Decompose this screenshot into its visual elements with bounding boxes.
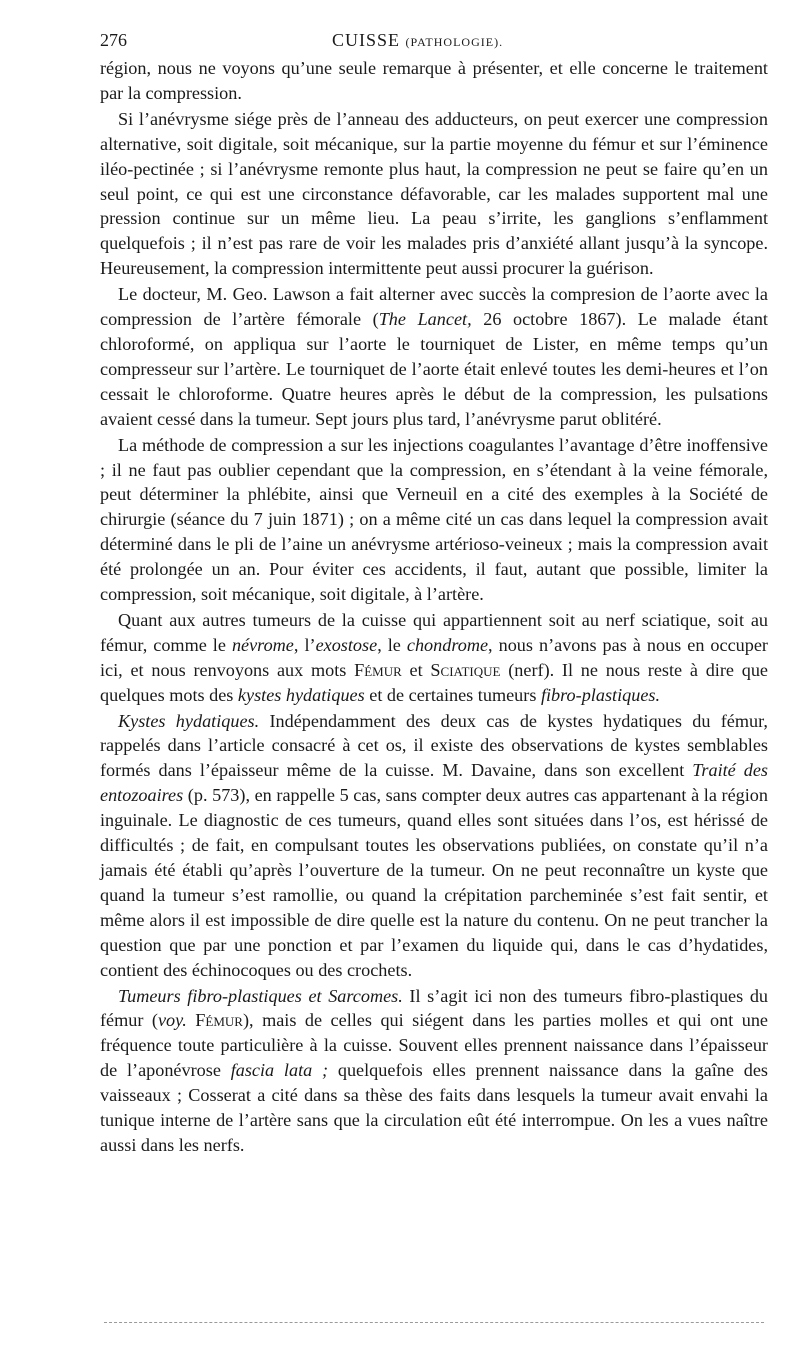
term-voy: voy.	[157, 1010, 187, 1031]
body-text	[100, 56, 768, 1158]
text-run: (nerf). Il ne nous reste à dire que quelques mots des	[100, 659, 768, 705]
text-run: , nous n’avons pas à nous en occuper ici, et nous renvoyons aux mots	[100, 634, 768, 680]
section-heading-tumeurs: Tumeurs fibro-plastiques et Sarcomes.	[118, 985, 403, 1006]
paragraph-lawson	[100, 282, 768, 431]
text-run: 26 octobre 1867). Le malade étant chloroformé, on appliqua sur l’aorte le tourniquet de Lister, en même temps qu’un compresseur sur l’artère. Le tourniquet de l’aorte était enlevé toutes les demi-heures et l’on cessait le chloroforme. Quatre heures après le début de la compression, les pulsations avaient cessé dans la tumeur. Sept jours plus tard, l’anévrysme parut oblitéré.	[100, 309, 768, 429]
text-run: quelquefois elles prennent naissance dans la gaîne des vaisseaux ; Cosserat a cité dans sa thèse des faits dans lesquels la tumeur avait envahi la tunique interne de l’artère sans que la circulation eût été interrompue. On les a vues naître aussi dans les nerfs.	[100, 1060, 769, 1155]
paragraph-tumeurs-sarcomes	[100, 984, 768, 1158]
running-title-main: CUISSE	[332, 30, 401, 50]
term-fascia-lata: fascia lata ;	[230, 1060, 329, 1081]
text-run: Le docteur, M. Geo. Lawson a fait alterner avec succès la compresion de l’aorte avec la compression de l’artère fémorale (	[100, 284, 768, 330]
text-run: (p. 573), en rappelle 5 cas, sans compter deux autres cas appartenant à la région inguinale. Le diagnostic de ces tumeurs, quand elles sont situées dans l’os, est hérissé de difficultés ; de fait, en compulsant toutes les observations publiées, on constate qu’il n’a jamais été établi qu’après l’ouverture de la tumeur. On ne peut reconnaître un kyste que quand la tumeur s’est ramollie, ou quand la crépitation parcheminée s’est fait sentir, et même alors il est impossible de dire quelle est la nature du contenu. On ne peut trancher la question que par une ponction et par l’examen du liquide qui, dans le cas d’hydatides, contient des échinocoques ou des crochets.	[100, 785, 768, 980]
paragraph-other-tumors	[100, 608, 768, 708]
citation-lancet: The Lancet,	[378, 309, 472, 330]
term-kystes-hydatiques: kystes hydatiques	[237, 684, 365, 705]
text-run: , le	[377, 634, 407, 655]
running-header	[100, 22, 768, 56]
paragraph-kystes-hydatiques	[100, 709, 768, 983]
paragraph-aneurysm-compression: Si l’anévrysme siége près de l’anneau des adducteurs, on peut exercer une compression alternative, soit digitale, soit mécanique, sur la partie moyenne du fémur et sur l’éminence iléo-pectinée ; si l’anévrysme remonte plus haut, la compression ne peut se faire qu’en un seul point, ce qui est une circonstance défavorable, car les malades supportent mal une pression continue sur un même lieu. La peau s’irrite, les ganglions s’enflamment quelquefois ; il n’est pas rare de voir les malades pris d’anxiété allant jusqu’à la syncope. Heureusement, la compression intermittente peut aussi procurer la guérison.	[100, 108, 768, 279]
text-run: Quant aux autres tumeurs de la cuisse qui appartiennent soit au nerf sciatique, soit au fémur, comme le	[100, 609, 768, 655]
term-chondrome: chondrome	[406, 634, 489, 655]
text-run: Indépendamment des deux cas de kystes hydatiques du fémur, rappelés dans l’article consacré à cet os, il existe des observations de kystes semblables formés dans l’épaisseur même de la cuisse. M. Davaine, dans son excellent	[100, 710, 768, 781]
running-title-sub: (PATHOLOGIE).	[405, 35, 504, 49]
running-title	[332, 30, 503, 51]
text-run: et	[401, 659, 431, 680]
cross-ref-femur-2: Fémur	[195, 1010, 243, 1031]
text-run: Il s’agit ici non des tumeurs fibro-plastiques du fémur (	[100, 985, 769, 1031]
book-page	[100, 22, 768, 1158]
paragraph-continuation: région, nous ne voyons qu’une seule remarque à présenter, et elle concerne le traitement par la compression.	[100, 58, 768, 103]
text-run: , l’	[293, 634, 316, 655]
cross-ref-sciatique: Sciatique	[430, 659, 501, 680]
page-number: 276	[100, 30, 127, 50]
term-exostose: exostose	[315, 634, 378, 655]
text-run: et de certaines tumeurs	[364, 684, 541, 705]
citation-traite: Traité des entozoaires	[100, 760, 768, 806]
text-run: ), mais de celles qui siégent dans les parties molles et qui ont une fréquence toute particulière à la cuisse. Souvent elles prennent naissance dans l’épaisseur de l’aponévrose	[100, 1010, 769, 1081]
paragraph-compression-method: La méthode de compression a sur les injections coagulantes l’avantage d’être inoffensive ; il ne faut pas oublier cependant que la compression, en s’étendant à la veine fémorale, peut déterminer la phlébite, ainsi que Verneuil en a cité des exemples à la Société de chirurgie (séance du 7 juin 1871) ; on a même cité un cas dans lequel la compression avait déterminé dans le pli de l’aine un anévrysme artérioso-veineux ; mais la compression avait été prolongée un an. Pour éviter ces accidents, il faut, autant que possible, limiter la compression, soit mécanique, soit digitale, à l’artère.	[100, 434, 768, 605]
term-fibro-plastiques: fibro-plastiques.	[540, 684, 661, 705]
bottom-dashed-rule	[104, 1322, 764, 1323]
section-heading-kystes: Kystes hydatiques.	[118, 710, 260, 731]
cross-ref-femur: Fémur	[354, 659, 402, 680]
term-nevrome: névrome	[231, 634, 294, 655]
